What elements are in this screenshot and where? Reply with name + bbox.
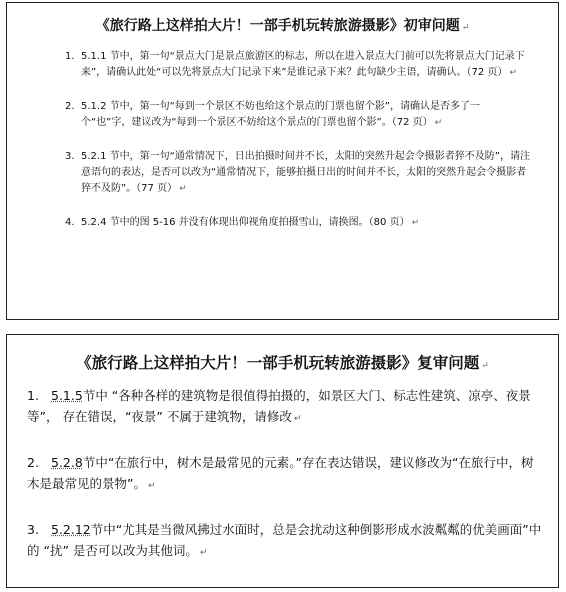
second-review-item-1 <box>7 385 558 430</box>
first-review-item-3 <box>7 149 558 197</box>
item-text: 5.2.1 节中，第一句“通常情况下，日出拍摄时间并不长，太阳的突然升起会令摄影者猝不及防”，请注意语句的表达，是否可以改为“通常情况下，能够拍摄日出的时间并不长，太阳的突然升起会令摄影者猝不及防”。（77 页） <box>81 151 530 194</box>
paragraph-mark-icon: ↵ <box>509 68 517 78</box>
item-number: 2. <box>27 455 39 470</box>
item-text: 节中 “各种各样的建筑物是很值得拍摄的，如景区大门、标志性建筑、凉亭、夜景等”， 存在错误，“夜景” 不属于建筑物，请修改 <box>27 388 531 424</box>
first-review-item-4 <box>7 215 558 231</box>
item-text: 5.1.2 节中，第一句“每到一个景区不妨也给这个景点的门票也留个影”，请确认是否多了一个“也”字，建议改为“每到一个景区不妨给这个景点的门票也留个影”。（72 页） <box>81 101 480 128</box>
paragraph-mark-icon: ↵ <box>434 118 443 128</box>
paragraph-mark-icon: ↵ <box>461 23 470 33</box>
second-review-title: 《旅行路上这样拍大片！一部手机玩转旅游摄影》复审问题 ↵ <box>76 353 489 372</box>
item-number: 3. <box>27 522 39 537</box>
paragraph-mark-icon: ↵ <box>147 481 156 491</box>
item-text: 节中“在旅行中，树木是最常见的元素。”存在表达错误，建议修改为“在旅行中，树木是最常见的景物”。 <box>27 455 534 491</box>
item-number: 4. <box>65 217 75 228</box>
item-text: 节中“尤其是当微风拂过水面时，总是会扰动这种倒影形成水波粼粼的优美画面”中的 “扰” 是否可以改为其他词。 <box>27 522 542 558</box>
item-number: 2. <box>65 101 75 112</box>
paragraph-mark-icon: ↵ <box>481 361 489 371</box>
second-review-item-3 <box>7 519 558 564</box>
first-review-title: 《旅行路上这样拍大片！一部手机玩转旅游摄影》初审问题 ↵ <box>95 18 470 34</box>
first-review-panel <box>6 2 559 320</box>
item-number: 1. <box>27 388 39 403</box>
item-text: 5.2.4 节中的图 5-16 并没有体现出仰视角度拍摄雪山，请换图。（80 页） <box>81 217 410 228</box>
section-reference: 5.2.12 <box>51 522 91 537</box>
first-review-item-2 <box>7 99 558 131</box>
item-number: 3. <box>65 151 75 162</box>
second-review-panel <box>6 334 559 588</box>
first-review-list <box>7 49 558 231</box>
item-number: 1. <box>65 51 75 62</box>
second-review-list <box>7 385 558 564</box>
paragraph-mark-icon: ↵ <box>179 184 187 194</box>
section-reference: 5.2.8 <box>51 455 83 470</box>
item-text: 5.1.1 节中，第一句“景点大门是景点旅游区的标志，所以在进入景点大门前可以先将景点大门记录下来”，请确认此处“可以先将景点大门记录下来”是谁记录下来？此句缺少主语，请确认。（72 页） <box>81 51 525 78</box>
paragraph-mark-icon: ↵ <box>293 414 302 424</box>
paragraph-mark-icon: ↵ <box>199 548 208 558</box>
second-review-item-2 <box>7 452 558 497</box>
section-reference: 5.1.5 <box>51 388 83 403</box>
paragraph-mark-icon: ↵ <box>411 218 420 228</box>
first-review-item-1 <box>7 49 558 81</box>
